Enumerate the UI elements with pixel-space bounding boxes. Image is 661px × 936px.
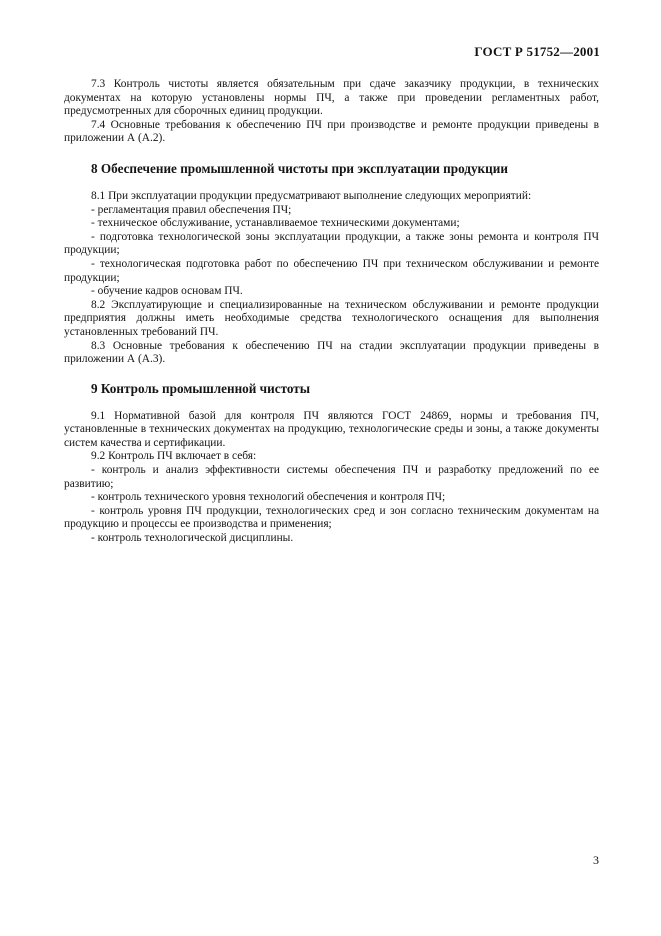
paragraph-8-1: 8.1 При эксплуатации продукции предусматривают выполнение следующих мероприятий: [91,189,532,202]
section-9 [64,381,599,546]
paragraph-7-4: 7.4 Основные требования к обеспечению ПЧ при производстве и ремонте продукции приведены в приложении А (А.2). [64,118,599,145]
list-item: - техническое обслуживание, устанавливаемое техническими документами; [91,217,460,230]
section-8 [64,161,599,367]
list-item: - обучение кадров основам ПЧ. [91,285,243,298]
paragraph-8-3: 8.3 Основные требования к обеспечению ПЧ на стадии эксплуатации продукции приведены в приложении А (А.3). [64,339,599,366]
list-item: - контроль уровня ПЧ продукции, технологических сред и зон согласно техническим документам на продукцию и процессы ее производства и применения; [64,504,599,531]
section-heading-8: 8 Обеспечение промышленной чистоты при эксплуатации продукции [91,160,508,176]
list-item: - технологическая подготовка работ по обеспечению ПЧ при техническом обслуживании и ремонте продукции; [64,257,599,284]
paragraph-9-1: 9.1 Нормативной базой для контроля ПЧ являются ГОСТ 24869, нормы и требования ПЧ, установленные в технических документах на продукцию, технологические среды и зоны, а также документы систем качества и сертификации. [64,409,599,449]
document-code: ГОСТ Р 51752—2001 [474,44,600,59]
list-item: - регламентация правил обеспечения ПЧ; [91,203,292,216]
list-item: - контроль технического уровня технологий обеспечения и контроля ПЧ; [91,491,446,504]
document-body [64,78,599,546]
page-number: 3 [593,853,599,867]
paragraph-9-2: 9.2 Контроль ПЧ включает в себя: [91,450,257,463]
list-item: - контроль и анализ эффективности системы обеспечения ПЧ и разработку предложений по ее развитию; [64,464,599,490]
paragraph-7-3: 7.3 Контроль чистоты является обязательным при сдаче заказчику продукции, в технических документах на которую установлены нормы ПЧ, а также при проведении регламентных работ, предусмотренных для сборочных единиц продукции. [64,78,599,118]
paragraph-8-2: 8.2 Эксплуатирующие и специализированные на техническом обслуживании и ремонте продукции предприятия должны иметь необходимые средства технологического оснащения для выполнения установленных требований ПЧ. [64,298,599,338]
list-item: - контроль технологической дисциплины. [91,532,294,545]
list-item: - подготовка технологической зоны эксплуатации продукции, а также зоны ремонта и контроля ПЧ продукции; [64,230,599,257]
section-heading-9: 9 Контроль промышленной чистоты [91,380,311,396]
